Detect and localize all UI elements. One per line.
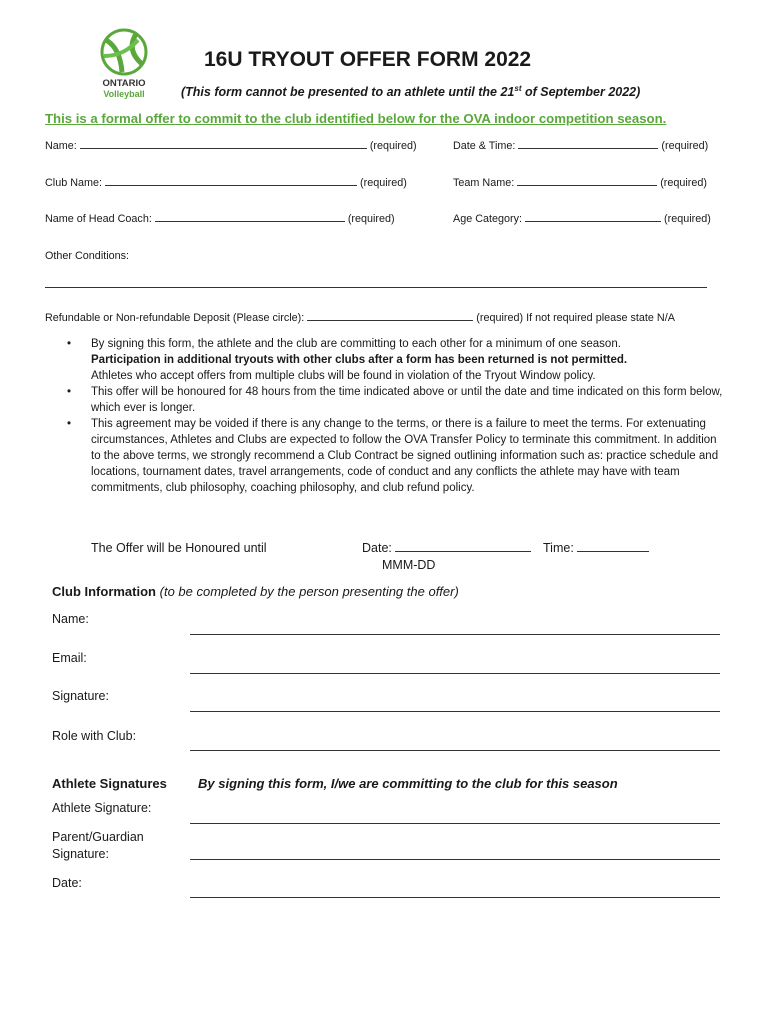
name-required: (required): [369, 140, 417, 152]
age-category-label: Age Category:: [453, 213, 523, 225]
date-format-hint: MMM-DD: [382, 558, 436, 572]
intro-statement: This is a formal offer to commit to the club identified below for the OVA indoor competition season.: [45, 111, 667, 126]
athlete-signature-label: Athlete Signature:: [52, 801, 152, 815]
club-name-label: Club Name:: [45, 177, 103, 189]
name-field[interactable]: [45, 140, 417, 152]
name-label: Name:: [45, 140, 77, 152]
team-name-field[interactable]: [453, 177, 707, 189]
deposit-label: Refundable or Non-refundable Deposit (Please circle):: [45, 312, 305, 324]
athlete-signatures-heading: Athlete Signatures: [52, 776, 167, 791]
volleyball-icon: [96, 26, 152, 102]
club-role-line[interactable]: [190, 750, 720, 751]
club-info-heading: Club Information (to be completed by the person presenting the offer): [52, 584, 459, 599]
team-name-label: Team Name:: [453, 177, 515, 189]
logo-text-volleyball: Volleyball: [103, 89, 145, 99]
club-role-label: Role with Club:: [52, 729, 137, 743]
term-item-honoured: • This offer will be honoured for 48 hours from the time indicated above or until the date and time indicated on this form below, which ever is longer.: [67, 386, 723, 414]
deposit-field[interactable]: [45, 312, 675, 324]
club-name-field[interactable]: [45, 177, 407, 189]
club-signature-label: Signature:: [52, 689, 109, 703]
athlete-signature-line[interactable]: [190, 823, 720, 824]
age-category-field[interactable]: [453, 213, 711, 225]
date-time-label: Date & Time:: [453, 140, 516, 152]
term-item-commitment: • By signing this form, the athlete and the club are committing to each other for a minimum of one season. Participation in additional tryouts with other clubs after a form has been returned is not permitted. Athletes who accept offers from multiple clubs will be found in violation of the Tryout Window policy.: [67, 338, 628, 382]
club-email-line[interactable]: [190, 673, 720, 674]
club-signature-line[interactable]: [190, 711, 720, 712]
athlete-date-line[interactable]: [190, 897, 720, 898]
club-email-label: Email:: [52, 651, 87, 665]
page-subtitle: (This form cannot be presented to an athlete until the 21st of September 2022): [181, 84, 641, 100]
athlete-date-label: Date:: [52, 876, 82, 890]
term-item-voided: • This agreement may be voided if there is any change to the terms, or there is a failure to meet the terms. For extenuating circumstances, Athletes and Clubs are expected to follow the OVA Transfer Policy to terminate this commitment. In addition to the above terms, we strongly recommend a Club Contract be signed outlining information such as: practice schedule and locations, tournament dates, travel arrangements, code of conduct and any conflicts the athlete may have with team commitments, club philosophy, coaching philosophy, and club refund policy.: [67, 418, 719, 494]
club-name-required: (required): [360, 177, 407, 189]
honoured-time-label: Time:: [543, 541, 574, 555]
honoured-date-label: Date:: [362, 541, 392, 555]
honoured-date-field[interactable]: [362, 541, 534, 555]
club-name-label: Name:: [52, 612, 89, 626]
parent-signature-line[interactable]: [190, 859, 720, 860]
parent-signature-label: Parent/Guardian Signature:: [52, 830, 144, 861]
other-conditions-label: Other Conditions:: [45, 250, 130, 262]
team-name-required: (required): [660, 177, 708, 189]
honoured-time-field[interactable]: [543, 541, 652, 555]
deposit-required: (required) If not required please state N/A: [476, 312, 675, 324]
terms-list: [63, 336, 723, 496]
ontario-volleyball-logo: [96, 26, 152, 102]
logo-text-ontario: ONTARIO: [102, 78, 146, 89]
age-category-required: (required): [664, 213, 711, 225]
club-name-line[interactable]: [190, 634, 720, 635]
head-coach-required: (required): [347, 213, 395, 225]
other-conditions-line[interactable]: [45, 287, 707, 288]
head-coach-label: Name of Head Coach:: [45, 213, 152, 225]
date-time-field[interactable]: [453, 140, 708, 152]
head-coach-field[interactable]: [45, 213, 395, 225]
commitment-statement: By signing this form, I/we are committing to the club for this season: [198, 776, 618, 791]
page-title: 16U TRYOUT OFFER FORM 2022: [204, 48, 532, 71]
honoured-until-label: The Offer will be Honoured until: [91, 541, 267, 555]
date-time-required: (required): [661, 140, 709, 152]
